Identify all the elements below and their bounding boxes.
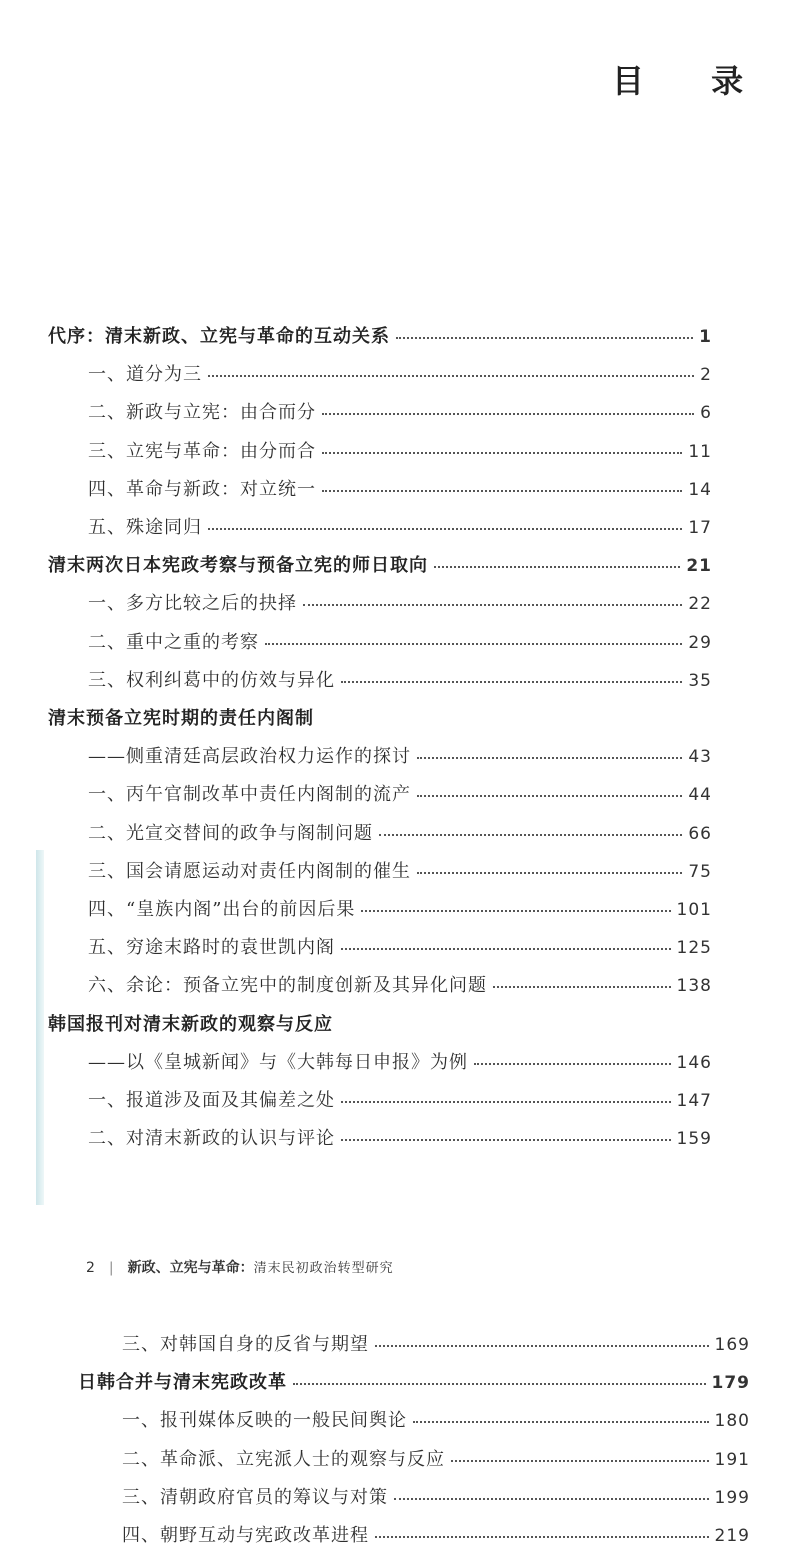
toc-entry xyxy=(88,475,712,501)
toc-entry xyxy=(88,895,712,921)
toc-entry-page: 101 xyxy=(676,900,712,920)
toc-entry-title: 三、清朝政府官员的筹议与对策 xyxy=(122,1486,388,1508)
dot-leader xyxy=(417,757,682,759)
toc-entry xyxy=(48,1010,712,1036)
toc-entry-page: 2 xyxy=(700,365,712,386)
separator-bar: | xyxy=(108,1260,114,1276)
toc-entry-title: ——以《皇城新闻》与《大韩每日申报》为例 xyxy=(88,1051,468,1073)
page-title: 目 录 xyxy=(612,62,772,100)
book-title: 新政、立宪与革命： xyxy=(127,1260,254,1276)
toc-entry-title: 二、新政与立宪：由合而分 xyxy=(88,402,316,424)
toc-entry-page: 22 xyxy=(688,594,712,615)
toc-entry-page: 66 xyxy=(688,823,712,844)
toc-entry-page: 169 xyxy=(714,1335,750,1355)
toc-entry xyxy=(88,589,712,615)
toc-entry-page: 179 xyxy=(711,1373,750,1394)
dot-leader xyxy=(293,1383,706,1385)
toc-entry-page: 147 xyxy=(676,1091,712,1111)
toc-entry-title: 二、对清末新政的认识与评论 xyxy=(88,1128,335,1150)
toc-entry-title: 清末预备立宪时期的责任内阁制 xyxy=(48,708,314,729)
toc-entry-page: 159 xyxy=(676,1129,712,1150)
toc-entry-title: 三、立宪与革命：由分而合 xyxy=(88,440,316,462)
toc-entry-title: 三、国会请愿运动对责任内阁制的催生 xyxy=(88,860,411,882)
dot-leader xyxy=(434,566,680,568)
page-number: 2 xyxy=(86,1260,95,1276)
dot-leader xyxy=(413,1421,709,1423)
toc-entry-page: 11 xyxy=(688,441,712,462)
toc-entry-page: 75 xyxy=(688,861,712,882)
toc-entry-page: 199 xyxy=(714,1487,750,1508)
toc-entry-title: 日韩合并与清末宪政改革 xyxy=(78,1372,287,1394)
toc-entry-title: 二、重中之重的考察 xyxy=(88,631,259,653)
toc-entry xyxy=(122,1406,750,1432)
dot-leader xyxy=(322,413,694,415)
toc-entry-title: 一、报刊媒体反映的一般民间舆论 xyxy=(122,1410,407,1432)
toc-entry xyxy=(48,551,712,577)
dot-leader xyxy=(303,604,682,606)
toc-entry xyxy=(122,1330,750,1356)
toc-entry-title: ——侧重清廷高层政治权力运作的探讨 xyxy=(88,746,411,768)
dot-leader xyxy=(493,986,671,988)
toc-entry-title: 三、权利纠葛中的仿效与异化 xyxy=(88,669,335,691)
toc-entry-title: 一、多方比较之后的抉择 xyxy=(88,593,297,615)
toc-entry-title: 四、革命与新政：对立统一 xyxy=(88,478,316,500)
toc-entry-page: 35 xyxy=(688,670,712,691)
dot-leader xyxy=(394,1498,709,1500)
toc-entry-page: 180 xyxy=(714,1411,750,1432)
toc-entry-page: 17 xyxy=(688,518,712,538)
toc-entry xyxy=(88,971,712,997)
toc-entry xyxy=(88,1086,712,1112)
dot-leader xyxy=(341,681,682,683)
toc-entry-page: 14 xyxy=(688,479,712,500)
toc-entry xyxy=(78,1368,750,1394)
dot-leader xyxy=(322,452,682,454)
running-head xyxy=(86,1257,394,1277)
dot-leader xyxy=(396,337,693,339)
toc-entry-page: 1 xyxy=(699,327,712,347)
toc-entry xyxy=(88,666,712,692)
toc-entry-page: 6 xyxy=(700,403,712,424)
dot-leader xyxy=(451,1460,709,1462)
toc-entry-title: 三、对韩国自身的反省与期望 xyxy=(122,1334,369,1355)
toc-entry xyxy=(48,704,712,730)
toc-entry xyxy=(88,819,712,845)
toc-entry-title: 二、光宣交替间的政争与阁制问题 xyxy=(88,822,373,844)
toc-entry-title: 五、殊途同归 xyxy=(88,517,202,538)
toc-entry xyxy=(88,398,712,424)
toc-entry-page: 191 xyxy=(714,1449,750,1470)
dot-leader xyxy=(417,795,682,797)
toc-entry-title: 五、穷途末路时的袁世凯内阁 xyxy=(88,937,335,959)
toc-entry-title: 四、“皇族内阁”出台的前因后果 xyxy=(88,899,356,920)
toc-page-2 xyxy=(0,1215,800,1546)
toc-entry-page: 146 xyxy=(676,1052,712,1073)
toc-entry-page: 138 xyxy=(676,976,712,997)
dot-leader xyxy=(474,1063,671,1065)
toc-entry-title: 韩国报刊对清末新政的观察与反应 xyxy=(48,1013,333,1035)
toc-entry-page: 21 xyxy=(686,556,712,577)
toc-entry-page: 29 xyxy=(688,632,712,653)
toc-entry-page: 44 xyxy=(688,785,712,806)
toc-entry-title: 一、道分为三 xyxy=(88,364,202,386)
toc-entry xyxy=(122,1483,750,1509)
toc-entry xyxy=(88,360,712,386)
dot-leader xyxy=(265,643,682,645)
dot-leader xyxy=(208,528,682,530)
dot-leader xyxy=(322,490,682,492)
toc-entry xyxy=(88,933,712,959)
toc-entry xyxy=(88,742,712,768)
dot-leader xyxy=(417,872,682,874)
dot-leader xyxy=(341,1101,671,1103)
toc-entry xyxy=(88,628,712,654)
dot-leader xyxy=(361,910,670,912)
toc-entry-page: 219 xyxy=(714,1526,750,1546)
toc-entry-page: 125 xyxy=(676,938,712,959)
toc-entry xyxy=(48,322,712,348)
toc-entry-title: 代序：清末新政、立宪与革命的互动关系 xyxy=(48,326,390,347)
toc-entry-title: 一、报道涉及面及其偏差之处 xyxy=(88,1090,335,1111)
toc-entry-title: 四、朝野互动与宪政改革进程 xyxy=(122,1525,369,1546)
toc-entry xyxy=(88,780,712,806)
toc-entry xyxy=(88,513,712,539)
toc-entry xyxy=(88,437,712,463)
toc-entry-title: 一、丙午官制改革中责任内阁制的流产 xyxy=(88,784,411,806)
book-subtitle: 清末民初政治转型研究 xyxy=(253,1261,394,1276)
toc-entry-title: 清末两次日本宪政考察与预备立宪的师日取向 xyxy=(48,555,428,577)
toc-entry xyxy=(122,1445,750,1471)
dot-leader xyxy=(379,834,682,836)
toc-entry xyxy=(88,857,712,883)
toc-entry-page: 43 xyxy=(688,747,712,768)
page-edge-shadow xyxy=(36,850,44,1205)
toc-entry-title: 六、余论：预备立宪中的制度创新及其异化问题 xyxy=(88,975,487,997)
dot-leader xyxy=(375,1345,709,1347)
toc-entry xyxy=(88,1048,712,1074)
toc-entry xyxy=(122,1521,750,1547)
toc-entry xyxy=(88,1124,712,1150)
dot-leader xyxy=(341,948,671,950)
dot-leader xyxy=(208,375,694,377)
dot-leader xyxy=(375,1536,709,1538)
dot-leader xyxy=(341,1139,671,1141)
toc-entry-title: 二、革命派、立宪派人士的观察与反应 xyxy=(122,1448,445,1470)
